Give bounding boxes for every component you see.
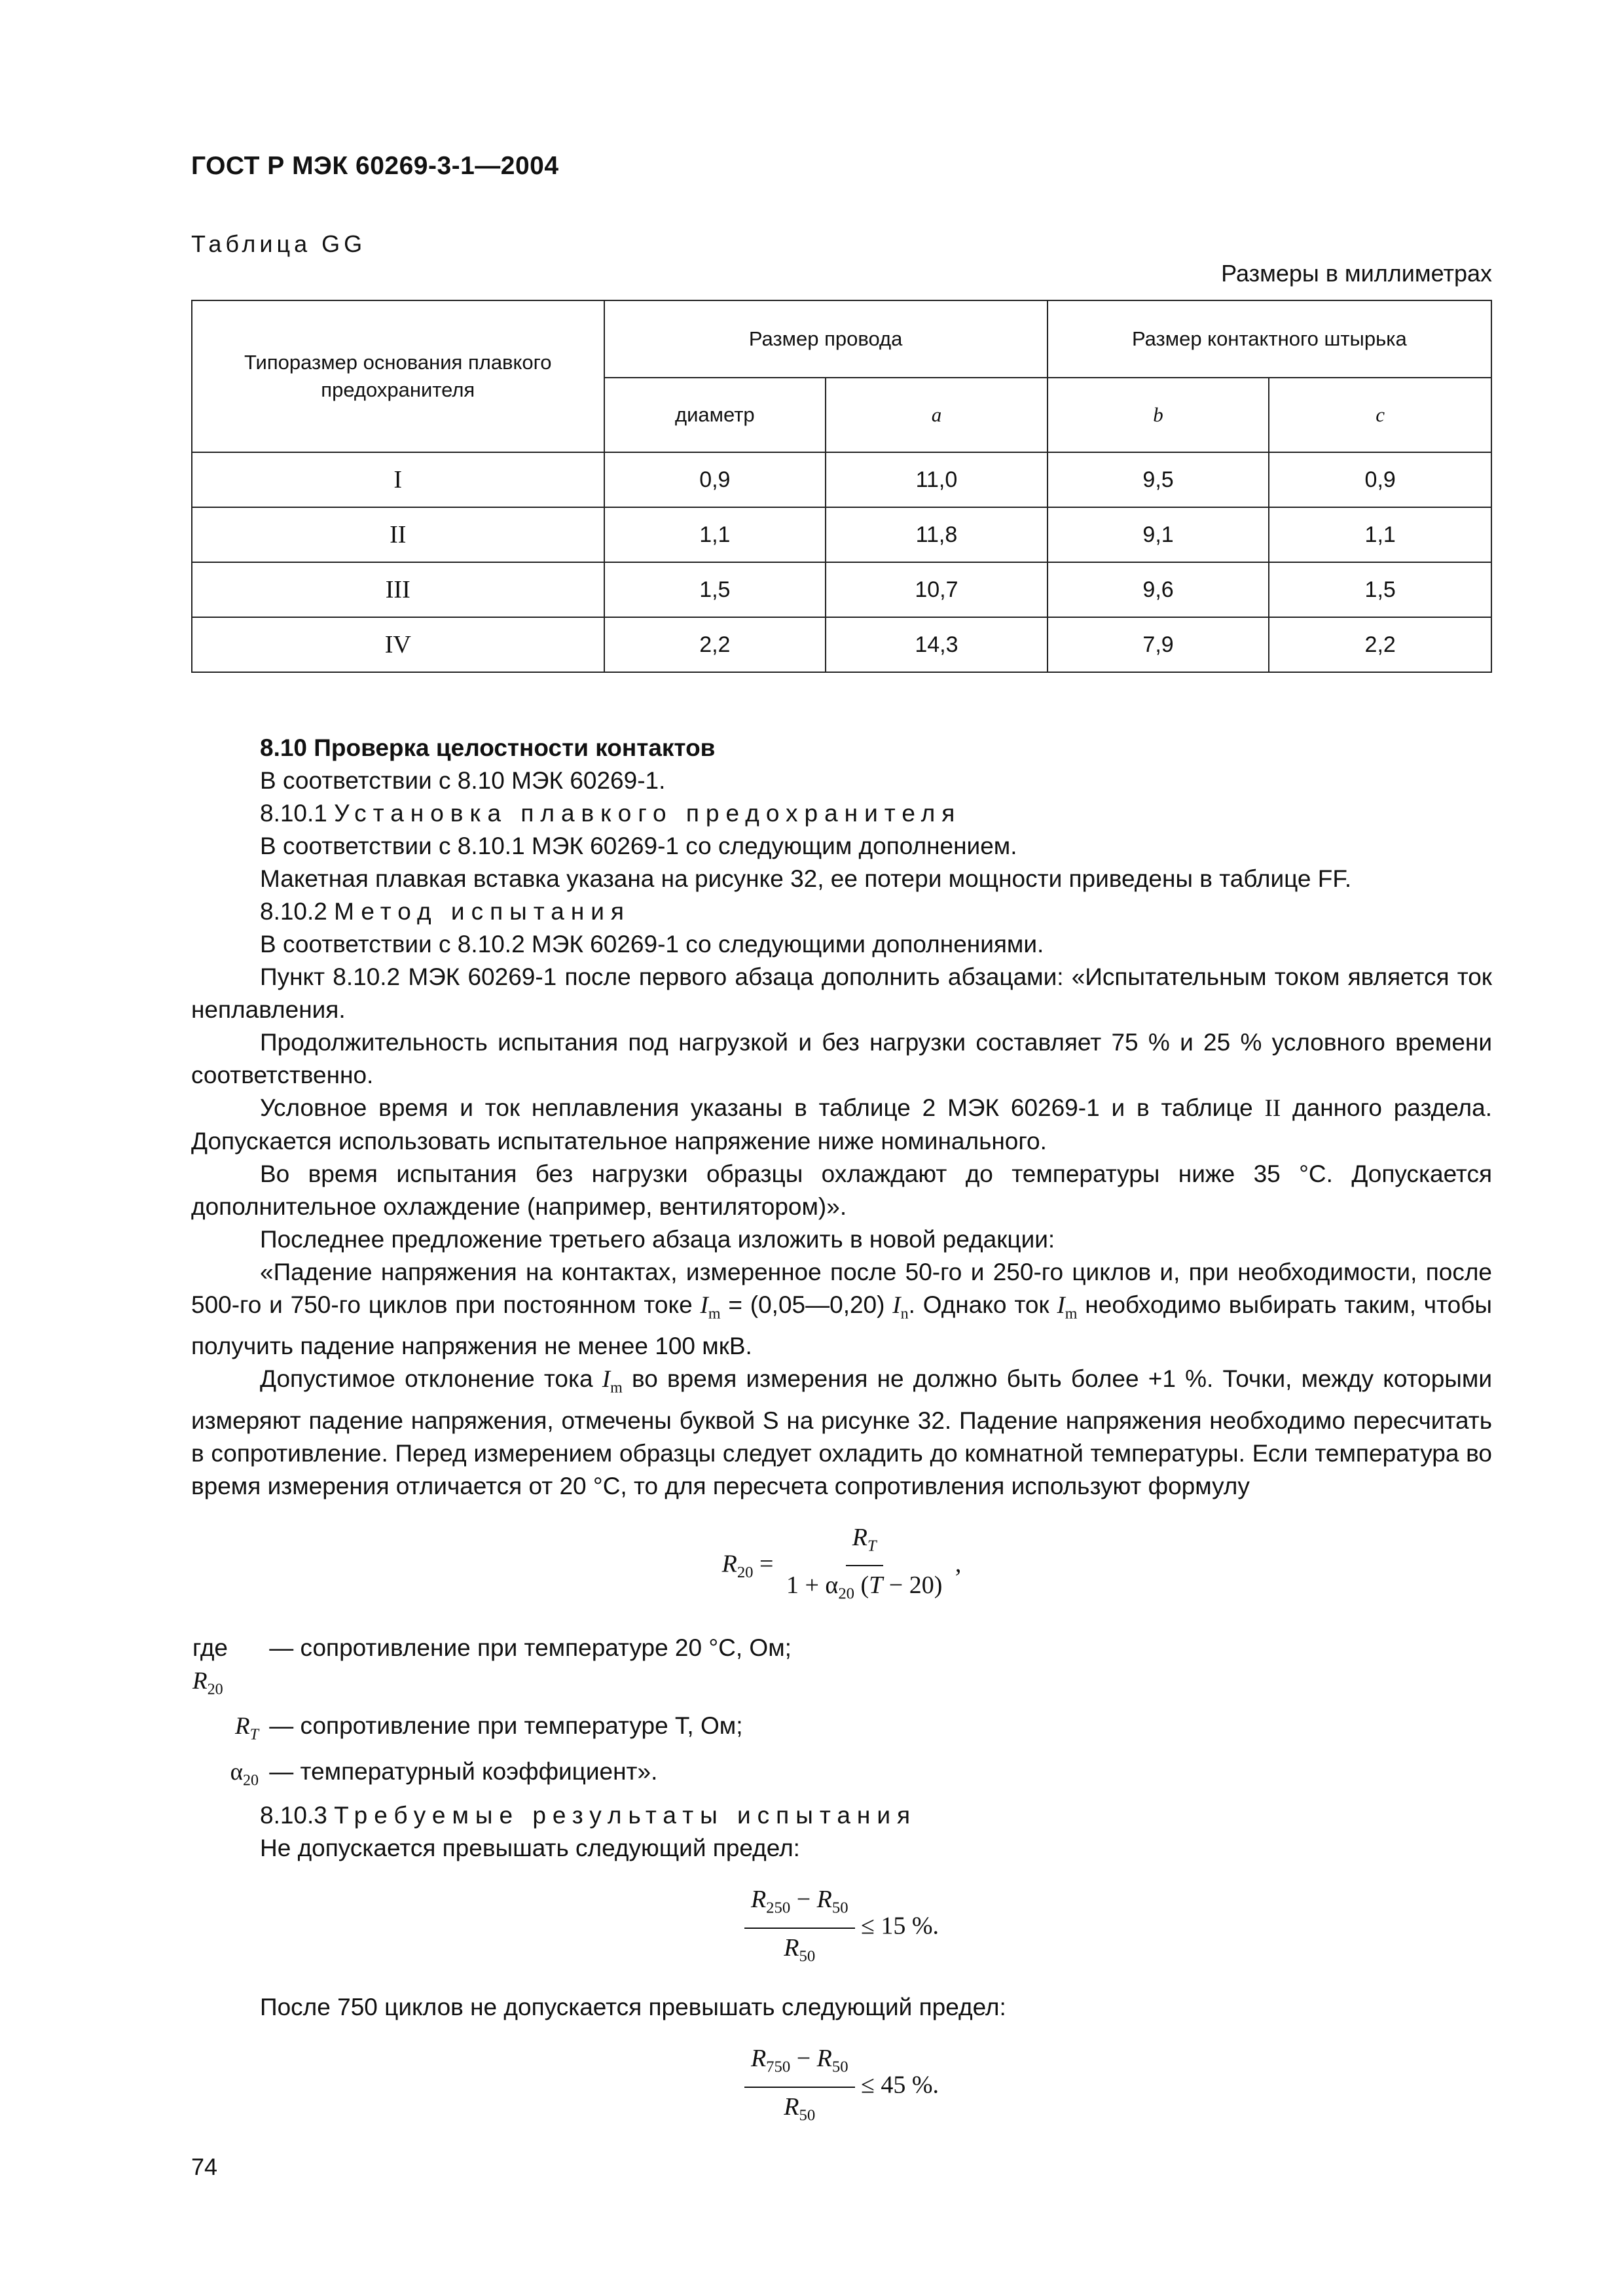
cell-diameter: 0,9 bbox=[604, 452, 826, 507]
cell-size: III bbox=[192, 562, 604, 617]
col-header-diameter: диаметр bbox=[604, 378, 826, 452]
symbol-i: I bbox=[602, 1366, 611, 1393]
paragraph: В соответствии с 8.10 МЭК 60269-1. bbox=[260, 767, 666, 794]
paragraph: «Падение напряжения на контактах, измеренное после 50-го и 250-го циклов и, при необходимости, после 500-го и 750-го циклов при постоянном токе $I_m$ = (0,05—0,20) $I_n$. Однако ток $I_m$ необходимо выбирать таким, чтобы получить падение напряжения не менее 100 мкВ. bbox=[191, 1259, 1492, 1360]
subsection-title: Метод испытания bbox=[334, 898, 630, 925]
cell-size: IV bbox=[192, 617, 604, 672]
paragraph: Макетная плавкая вставка указана на рисунке 32, ее потери мощности приведены в таблице FF. bbox=[260, 865, 1352, 892]
paragraph: Допустимое отклонение тока $I_m$ во время измерения не должно быть более +1 %. Точки, между которыми измеряют падение напряжения, отмечены буквой S на рисунке 32. Падение напряжения необходимо пересчитать в сопротивление. Перед измерением образцы следует охладить до комнатной температуры. Если температура во время измерения отличается от 20 °С, то для пересчета сопротивления используют формулу bbox=[191, 1365, 1492, 1499]
cell-diameter: 1,5 bbox=[604, 562, 826, 617]
table-caption: Таблица GG bbox=[191, 230, 367, 257]
symbol-i: I bbox=[1057, 1292, 1065, 1319]
col-group-wire: Размер провода bbox=[604, 300, 1048, 378]
cell-size: II bbox=[192, 507, 604, 562]
cell-c: 1,1 bbox=[1269, 507, 1491, 562]
cell-c: 1,5 bbox=[1269, 562, 1491, 617]
table-row bbox=[192, 562, 1491, 617]
cell-a: 14,3 bbox=[826, 617, 1048, 672]
formula-r20: $R_{20}$ = $\frac{R_T}{1 + \alpha_{20} (T - 20)}$ , bbox=[191, 1521, 1492, 1611]
fraction: $\frac{R_{750} - R_{50}}{R_{50}}$ bbox=[744, 2042, 855, 2132]
cell-c: 2,2 bbox=[1269, 617, 1491, 672]
cell-a: 10,7 bbox=[826, 562, 1048, 617]
col-header-b: b bbox=[1048, 378, 1269, 452]
cell-b: 7,9 bbox=[1048, 617, 1269, 672]
cell-b: 9,5 bbox=[1048, 452, 1269, 507]
cell-a: 11,8 bbox=[826, 507, 1048, 562]
table-row bbox=[192, 452, 1491, 507]
formula-limit-45: $\frac{R_{750} - R_{50}}{R_{50}}$ ≤ 45 %. bbox=[191, 2042, 1492, 2132]
subsection-title: Установка плавкого предохранителя bbox=[334, 800, 962, 827]
cell-a: 11,0 bbox=[826, 452, 1048, 507]
page-number: 74 bbox=[191, 2153, 218, 2180]
subsection-heading bbox=[191, 895, 1492, 928]
cell-b: 9,6 bbox=[1048, 562, 1269, 617]
cell-diameter: 1,1 bbox=[604, 507, 826, 562]
paragraph: Продолжительность испытания под нагрузкой и без нагрузки составляет 75 % и 25 % условного времени соответственно. bbox=[191, 1029, 1492, 1088]
formula-limit-15: $\frac{R_{250} - R_{50}}{R_{50}}$ ≤ 15 %. bbox=[191, 1883, 1492, 1973]
section-body bbox=[191, 732, 1492, 2151]
table-gg bbox=[191, 300, 1492, 673]
where-list: где $R_{20}$ — сопротивление при температуре 20 °С, Ом; $R_T$ — сопротивление при температуре T, Ом; $\alpha_{20}$ — температурный коэффициент». bbox=[192, 1634, 792, 1789]
col-header-a: a bbox=[826, 378, 1048, 452]
paragraph: В соответствии с 8.10.1 МЭК 60269-1 со следующим дополнением. bbox=[260, 833, 1017, 859]
paragraph: Во время испытания без нагрузки образцы охлаждают до температуры ниже 35 °С. Допускается дополнительное охлаждение (например, вентилятором)». bbox=[191, 1160, 1492, 1220]
col-header-c: c bbox=[1269, 378, 1491, 452]
subsection-number: 8.10.1 bbox=[260, 800, 327, 827]
paragraph: Последнее предложение третьего абзаца изложить в новой редакции: bbox=[260, 1226, 1055, 1253]
cell-size: I bbox=[192, 452, 604, 507]
table-row bbox=[192, 507, 1491, 562]
paragraph: Пункт 8.10.2 МЭК 60269-1 после первого абзаца дополнить абзацами: «Испытательным током является ток неплавления. bbox=[191, 963, 1492, 1023]
table-row bbox=[192, 617, 1491, 672]
paragraph: После 750 циклов не допускается превышать следующий предел: bbox=[260, 1994, 1006, 2021]
symbol-i: I bbox=[892, 1292, 901, 1319]
cell-b: 9,1 bbox=[1048, 507, 1269, 562]
roman-numeral: II bbox=[1264, 1095, 1281, 1122]
fraction: $\frac{R_{250} - R_{50}}{R_{50}}$ bbox=[744, 1883, 855, 1973]
subsection-heading bbox=[191, 1799, 1492, 1832]
symbol-i: I bbox=[700, 1292, 708, 1319]
subsection-title: Требуемые результаты испытания bbox=[334, 1802, 917, 1829]
col-header-base: Типоразмер основания плавкого предохранителя bbox=[192, 300, 604, 452]
fraction: $\frac{R_T}{1 + \alpha_{20} (T - 20)}$ bbox=[780, 1521, 949, 1611]
subsection-heading bbox=[191, 797, 1492, 830]
table-units-note: Размеры в миллиметрах bbox=[1221, 260, 1492, 287]
paragraph: В соответствии с 8.10.2 МЭК 60269-1 со следующими дополнениями. bbox=[260, 931, 1044, 958]
section-heading: 8.10 Проверка целостности контактов bbox=[260, 734, 716, 761]
paragraph: Не допускается превышать следующий предел: bbox=[260, 1835, 800, 1862]
cell-diameter: 2,2 bbox=[604, 617, 826, 672]
cell-c: 0,9 bbox=[1269, 452, 1491, 507]
document-header: ГОСТ Р МЭК 60269-3-1—2004 bbox=[191, 152, 559, 180]
subsection-number: 8.10.2 bbox=[260, 898, 327, 925]
col-group-pin: Размер контактного штырька bbox=[1048, 300, 1491, 378]
paragraph: Условное время и ток неплавления указаны в таблице 2 МЭК 60269-1 и в таблице II данного раздела. Допускается использовать испытательное напряжение ниже номинального. bbox=[191, 1094, 1493, 1155]
subsection-number: 8.10.3 bbox=[260, 1802, 327, 1829]
